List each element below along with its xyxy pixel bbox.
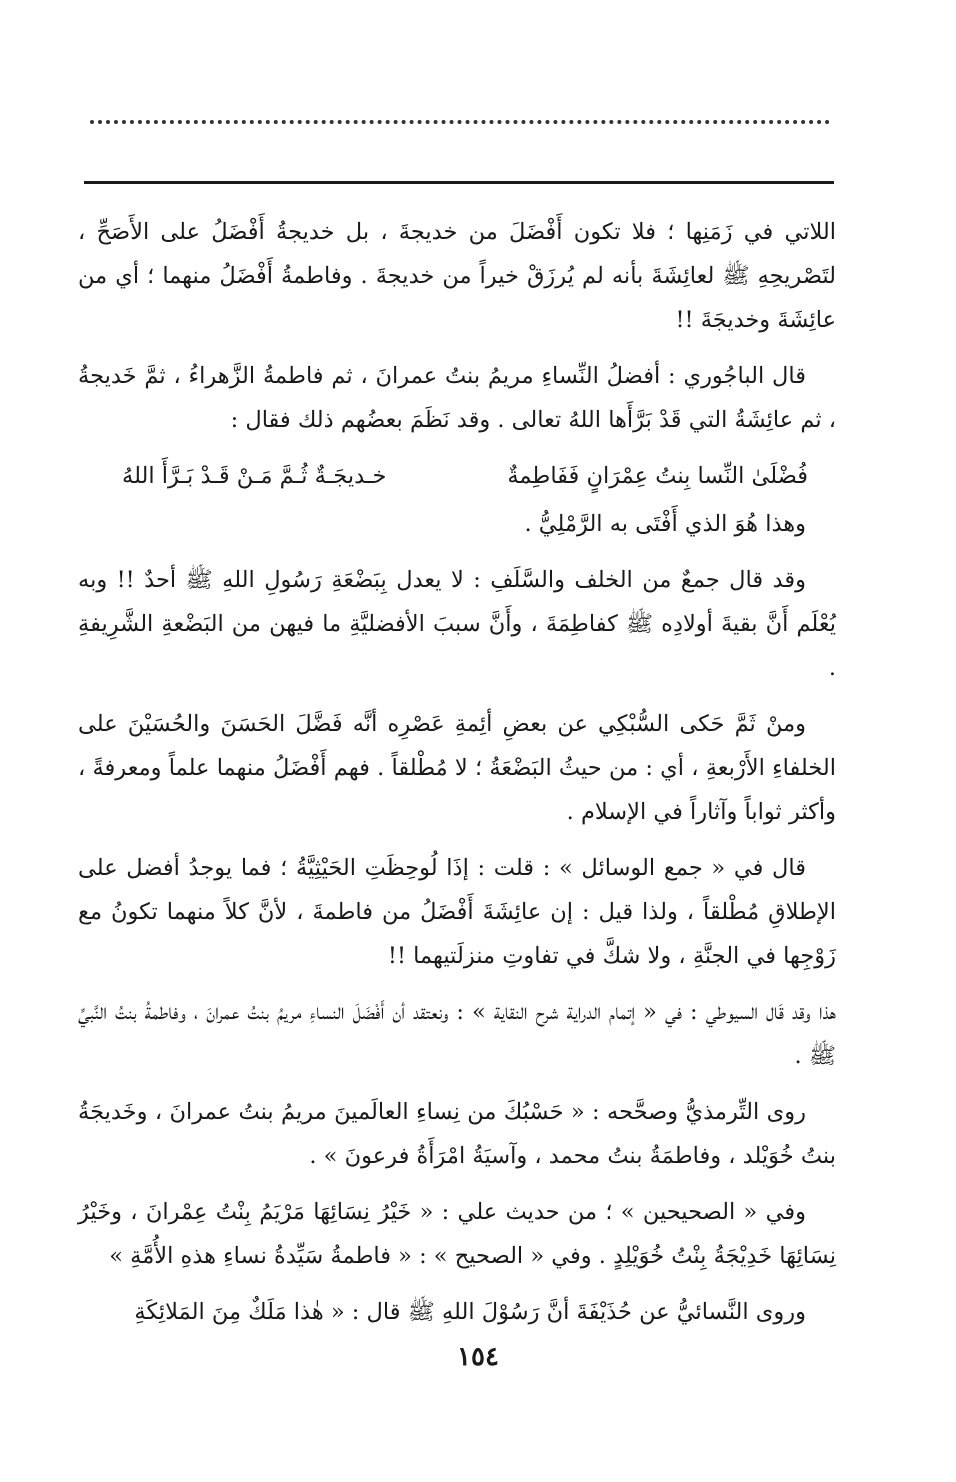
page-body	[78, 210, 836, 1346]
paragraph: وروى النَّسائيُّ عن حُذَيْفَةَ أنَّ رَسُوْلَ اللهِ ﷺ قال : « هٰذا مَلَكٌ مِنَ المَلائِكَةِ	[134, 1299, 806, 1325]
paragraph: قال الباجُوري : أفضلُ النِّساءِ مريمُ بنتُ عمرانَ ، ثم فاطمةُ الزَّهراءُ ، ثمَّ خَديجةُ ، ثم عائِشَةُ التي قَدْ بَرَّأَها اللهُ تعالى . وقد نَظَمَ بعضُهم ذلك فقال :	[78, 363, 836, 433]
poetry-verse	[78, 454, 836, 498]
paragraph: وقد قال جمعٌ من الخلف والسَّلَفِ : لا يعدل بِبَضْعَةِ رَسُولِ اللهِ ﷺ أحدٌ !! وبه يُعْلَم أَنَّ بقيةَ أولادِه ﷺ كفاطِمَةَ ، وأَنَّ سببَ الأفضليَّةِ ما فيهن من البَضْعةِ الشَّرِيفةِ .	[78, 567, 836, 681]
paragraph: اللاتي في زَمَنِها ؛ فلا تكون أَفْضَلَ من خديجةَ ، بل خديجةُ أَفْضَلُ على الأَصَحِّ ، لتَصْريحِهِ ﷺ لعائِشَةَ بأنه لم يُرزَقْ خيراً من خديجةَ . وفاطمةُ أَفْضَلُ منهما ؛ أي من عائِشَةَ وخديجَةَ !!	[78, 219, 836, 333]
paragraph: وفي « الصحيحين » ؛ من حديث علي : « خَيْرُ نِسَائِهَا مَرْيَمُ بِنْتُ عِمْرانَ ، وخَيْرُ نِسَائِهَا خَدِيْجَةُ بِنْتُ خُوَيْلِدٍ . وفي « الصحيح » : « فاطمةُ سَيِّدةُ نساءِ هذهِ الأُمَّةِ »	[78, 1199, 836, 1269]
paragraph: وهذا هُوَ الذي أَفْتَى به الرَّمْلِيُّ .	[524, 511, 806, 537]
page-number: ١٥٤	[457, 1342, 499, 1372]
paragraph: قال في « جمع الوسائل » : قلت : إذَا لُوحِظَتِ الحَيْثِيَّةُ ؛ فما يوجدُ أفضل على الإطلاقِ مُطْلقاً ، ولذا قيل : إن عائِشَةَ أَفْضَلُ من فاطمةَ ، لأنَّ كلاً منهما تكونُ مع زَوْجِها في الجنَّةِ ، ولا شكَّ في تفاوتِ منزلَتيهما !!	[78, 855, 836, 969]
header-rule	[84, 181, 834, 184]
verse-second-hemistich: خـديجَـةٌ ثُـمَّ مَـنْ قَـدْ بَـرَّأَ اللهُ	[122, 463, 387, 489]
paragraph: هذا وقد قَال السيوطي : في « إتمام الدراية شرح النقاية » : ونعتقد أن أَفْضَلَ النساءِ مريمُ بنتُ عمرانَ ، وفاطمةُ بنتُ النَّبيِّ ﷺ .	[78, 999, 836, 1069]
verse-first-hemistich: فُضْلَىٰ النِّسا بِنتُ عِمْرَانٍ فَفَاطِمةٌ	[507, 463, 808, 489]
paragraph: ومنْ ثَمَّ حَكى السُّبْكِي عن بعضِ أئِمةِ عَصْرِه أنَّه فَضَّلَ الحَسَنَ والحُسَيْنَ على الخلفاءِ الأَرْبعةِ ، أي : من حيثُ البَضْعَةُ ؛ لا مُطْلقاً . فهم أَفْضَلُ منهما علماً ومعرفةً ، وأكثر ثواباً وآثاراً في الإسلام .	[78, 711, 836, 825]
dotted-separator	[90, 120, 830, 124]
paragraph: روى التِّرمذيُّ وصحَّحه : « حَسْبُكَ من نِساءِ العالَمينَ مريمُ بنتُ عمرانَ ، وخَديجَةُ بنتُ خُوَيْلد ، وفاطمَةُ بنتُ محمد ، وآسيَةُ امْرَأَةُ فرعونَ » .	[78, 1099, 836, 1169]
